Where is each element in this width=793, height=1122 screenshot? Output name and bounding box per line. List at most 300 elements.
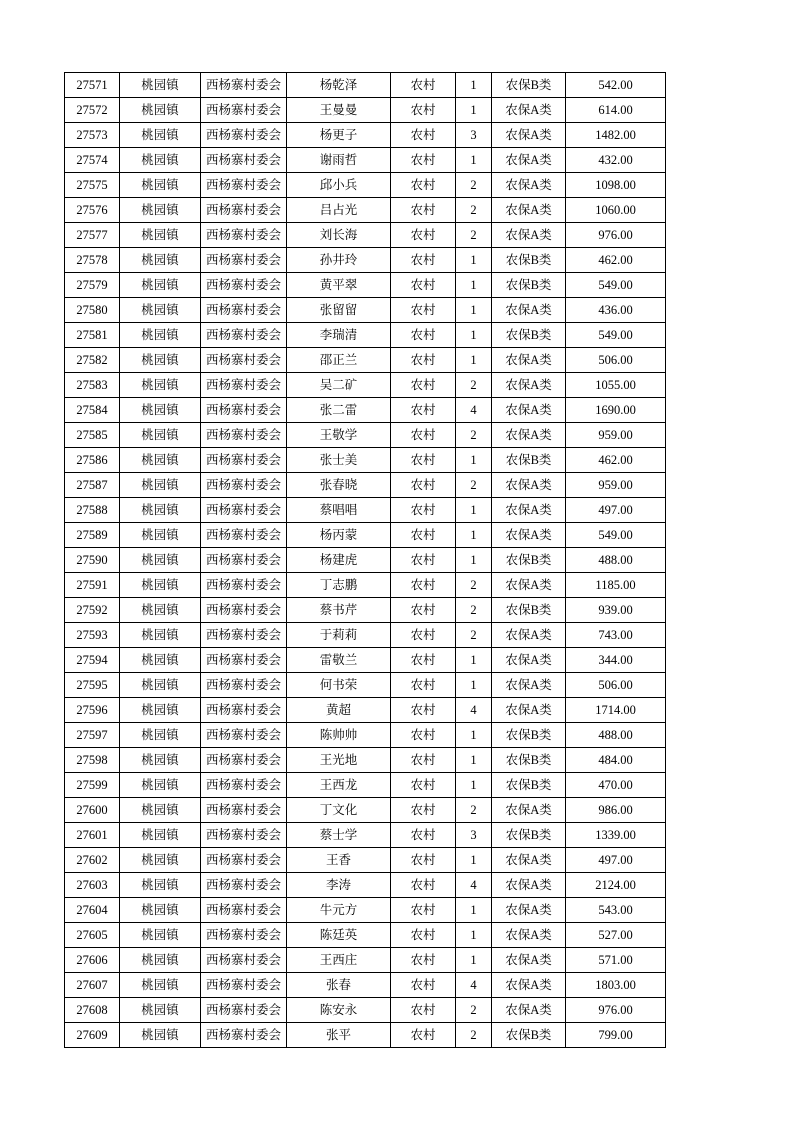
table-row xyxy=(65,973,666,998)
table-row xyxy=(65,323,666,348)
table-cell-town: 桃园镇 xyxy=(120,773,201,798)
table-cell-count: 1 xyxy=(456,723,492,748)
table-cell-village: 西杨寨村委会 xyxy=(201,773,287,798)
table-cell-id: 27573 xyxy=(65,123,120,148)
table-cell-name: 陈廷英 xyxy=(287,923,391,948)
table-cell-id: 27592 xyxy=(65,598,120,623)
table-cell-name: 孙井玲 xyxy=(287,248,391,273)
table-cell-category: 农保A类 xyxy=(492,848,566,873)
table-cell-town: 桃园镇 xyxy=(120,323,201,348)
table-cell-count: 4 xyxy=(456,398,492,423)
table-cell-type: 农村 xyxy=(391,723,456,748)
table-cell-amount: 497.00 xyxy=(566,848,666,873)
table-cell-category: 农保B类 xyxy=(492,598,566,623)
table-cell-village: 西杨寨村委会 xyxy=(201,923,287,948)
table-cell-category: 农保A类 xyxy=(492,398,566,423)
table-cell-amount: 1339.00 xyxy=(566,823,666,848)
table-cell-id: 27576 xyxy=(65,198,120,223)
table-cell-name: 谢雨哲 xyxy=(287,148,391,173)
table-cell-name: 邵正兰 xyxy=(287,348,391,373)
table-cell-count: 1 xyxy=(456,748,492,773)
table-cell-count: 1 xyxy=(456,498,492,523)
table-cell-amount: 614.00 xyxy=(566,98,666,123)
table-cell-town: 桃园镇 xyxy=(120,73,201,98)
table-cell-name: 张二雷 xyxy=(287,398,391,423)
table-cell-type: 农村 xyxy=(391,498,456,523)
table-cell-village: 西杨寨村委会 xyxy=(201,223,287,248)
table-cell-village: 西杨寨村委会 xyxy=(201,948,287,973)
table-cell-name: 李瑞清 xyxy=(287,323,391,348)
table-cell-type: 农村 xyxy=(391,898,456,923)
table-cell-count: 4 xyxy=(456,698,492,723)
table-row xyxy=(65,998,666,1023)
table-cell-name: 丁文化 xyxy=(287,798,391,823)
table-cell-town: 桃园镇 xyxy=(120,298,201,323)
table-cell-amount: 497.00 xyxy=(566,498,666,523)
table-cell-village: 西杨寨村委会 xyxy=(201,873,287,898)
table-cell-village: 西杨寨村委会 xyxy=(201,848,287,873)
table-cell-type: 农村 xyxy=(391,923,456,948)
table-cell-amount: 436.00 xyxy=(566,298,666,323)
table-cell-name: 丁志鹏 xyxy=(287,573,391,598)
table-cell-amount: 959.00 xyxy=(566,423,666,448)
table-cell-type: 农村 xyxy=(391,198,456,223)
table-cell-category: 农保A类 xyxy=(492,948,566,973)
table-cell-name: 张春 xyxy=(287,973,391,998)
table-row xyxy=(65,398,666,423)
table-cell-village: 西杨寨村委会 xyxy=(201,973,287,998)
table-cell-id: 27572 xyxy=(65,98,120,123)
table-cell-amount: 484.00 xyxy=(566,748,666,773)
table-cell-amount: 488.00 xyxy=(566,548,666,573)
table-cell-type: 农村 xyxy=(391,173,456,198)
table-cell-id: 27596 xyxy=(65,698,120,723)
table-cell-town: 桃园镇 xyxy=(120,448,201,473)
table-cell-category: 农保A类 xyxy=(492,298,566,323)
table-cell-id: 27582 xyxy=(65,348,120,373)
table-cell-town: 桃园镇 xyxy=(120,673,201,698)
table-row xyxy=(65,648,666,673)
table-cell-category: 农保B类 xyxy=(492,73,566,98)
table-cell-category: 农保B类 xyxy=(492,448,566,473)
table-cell-type: 农村 xyxy=(391,1023,456,1048)
table-row xyxy=(65,223,666,248)
table-row xyxy=(65,73,666,98)
table-cell-type: 农村 xyxy=(391,973,456,998)
table-cell-name: 王香 xyxy=(287,848,391,873)
table-cell-id: 27607 xyxy=(65,973,120,998)
table-cell-type: 农村 xyxy=(391,123,456,148)
table-cell-count: 2 xyxy=(456,423,492,448)
table-cell-town: 桃园镇 xyxy=(120,398,201,423)
table-cell-category: 农保A类 xyxy=(492,173,566,198)
table-cell-count: 2 xyxy=(456,223,492,248)
table-cell-type: 农村 xyxy=(391,698,456,723)
table-cell-type: 农村 xyxy=(391,623,456,648)
table-cell-village: 西杨寨村委会 xyxy=(201,98,287,123)
table-row xyxy=(65,573,666,598)
table-cell-count: 2 xyxy=(456,473,492,498)
table-cell-amount: 1098.00 xyxy=(566,173,666,198)
table-cell-id: 27587 xyxy=(65,473,120,498)
table-cell-category: 农保A类 xyxy=(492,98,566,123)
table-cell-amount: 1185.00 xyxy=(566,573,666,598)
table-cell-id: 27603 xyxy=(65,873,120,898)
table-cell-type: 农村 xyxy=(391,948,456,973)
table-cell-id: 27598 xyxy=(65,748,120,773)
table-cell-amount: 1055.00 xyxy=(566,373,666,398)
table-cell-name: 王西龙 xyxy=(287,773,391,798)
table-cell-amount: 549.00 xyxy=(566,273,666,298)
table-row xyxy=(65,198,666,223)
table-cell-village: 西杨寨村委会 xyxy=(201,173,287,198)
table-cell-amount: 549.00 xyxy=(566,323,666,348)
table-cell-type: 农村 xyxy=(391,423,456,448)
table-cell-count: 1 xyxy=(456,148,492,173)
table-cell-category: 农保A类 xyxy=(492,673,566,698)
table-cell-count: 1 xyxy=(456,523,492,548)
table-cell-town: 桃园镇 xyxy=(120,423,201,448)
table-cell-type: 农村 xyxy=(391,773,456,798)
table-cell-amount: 1803.00 xyxy=(566,973,666,998)
table-cell-category: 农保A类 xyxy=(492,123,566,148)
table-cell-amount: 571.00 xyxy=(566,948,666,973)
table-cell-amount: 799.00 xyxy=(566,1023,666,1048)
table-cell-village: 西杨寨村委会 xyxy=(201,1023,287,1048)
table-row xyxy=(65,373,666,398)
table-cell-category: 农保A类 xyxy=(492,373,566,398)
table-cell-name: 蔡书芹 xyxy=(287,598,391,623)
table-cell-village: 西杨寨村委会 xyxy=(201,523,287,548)
table-cell-name: 雷敬兰 xyxy=(287,648,391,673)
table-cell-town: 桃园镇 xyxy=(120,998,201,1023)
table-cell-village: 西杨寨村委会 xyxy=(201,273,287,298)
table-cell-town: 桃园镇 xyxy=(120,273,201,298)
table-cell-town: 桃园镇 xyxy=(120,748,201,773)
table-cell-village: 西杨寨村委会 xyxy=(201,348,287,373)
table-cell-village: 西杨寨村委会 xyxy=(201,648,287,673)
table-cell-type: 农村 xyxy=(391,648,456,673)
table-cell-category: 农保A类 xyxy=(492,973,566,998)
table-cell-category: 农保B类 xyxy=(492,823,566,848)
table-cell-type: 农村 xyxy=(391,598,456,623)
table-row xyxy=(65,148,666,173)
table-cell-amount: 1482.00 xyxy=(566,123,666,148)
table-cell-type: 农村 xyxy=(391,448,456,473)
table-row xyxy=(65,98,666,123)
table-cell-count: 1 xyxy=(456,98,492,123)
table-row xyxy=(65,423,666,448)
table-cell-village: 西杨寨村委会 xyxy=(201,398,287,423)
table-row xyxy=(65,448,666,473)
table-cell-name: 牛元方 xyxy=(287,898,391,923)
table-cell-town: 桃园镇 xyxy=(120,373,201,398)
table-cell-town: 桃园镇 xyxy=(120,523,201,548)
table-cell-name: 蔡士学 xyxy=(287,823,391,848)
table-row xyxy=(65,623,666,648)
table-cell-name: 何书荣 xyxy=(287,673,391,698)
table-cell-id: 27594 xyxy=(65,648,120,673)
table-cell-amount: 1714.00 xyxy=(566,698,666,723)
table-cell-village: 西杨寨村委会 xyxy=(201,248,287,273)
table-cell-type: 农村 xyxy=(391,873,456,898)
table-row xyxy=(65,873,666,898)
table-cell-town: 桃园镇 xyxy=(120,98,201,123)
table-cell-village: 西杨寨村委会 xyxy=(201,123,287,148)
table-cell-count: 2 xyxy=(456,573,492,598)
table-cell-count: 2 xyxy=(456,198,492,223)
table-cell-type: 农村 xyxy=(391,148,456,173)
table-cell-town: 桃园镇 xyxy=(120,873,201,898)
table-cell-type: 农村 xyxy=(391,798,456,823)
table-cell-count: 1 xyxy=(456,273,492,298)
table-cell-name: 吕占光 xyxy=(287,198,391,223)
table-cell-amount: 549.00 xyxy=(566,523,666,548)
table-cell-name: 张春晓 xyxy=(287,473,391,498)
table-cell-category: 农保A类 xyxy=(492,423,566,448)
table-cell-town: 桃园镇 xyxy=(120,348,201,373)
table-cell-id: 27584 xyxy=(65,398,120,423)
table-cell-id: 27578 xyxy=(65,248,120,273)
table-cell-amount: 743.00 xyxy=(566,623,666,648)
table-row xyxy=(65,248,666,273)
table-cell-village: 西杨寨村委会 xyxy=(201,148,287,173)
table-row xyxy=(65,698,666,723)
table-cell-category: 农保A类 xyxy=(492,223,566,248)
table-cell-village: 西杨寨村委会 xyxy=(201,548,287,573)
table-cell-amount: 488.00 xyxy=(566,723,666,748)
table-cell-village: 西杨寨村委会 xyxy=(201,498,287,523)
table-cell-town: 桃园镇 xyxy=(120,223,201,248)
table-cell-id: 27574 xyxy=(65,148,120,173)
table-cell-category: 农保B类 xyxy=(492,273,566,298)
table-cell-village: 西杨寨村委会 xyxy=(201,748,287,773)
table-row xyxy=(65,298,666,323)
table-cell-village: 西杨寨村委会 xyxy=(201,898,287,923)
table-cell-type: 农村 xyxy=(391,473,456,498)
table-cell-category: 农保A类 xyxy=(492,873,566,898)
table-cell-category: 农保B类 xyxy=(492,773,566,798)
table-row xyxy=(65,273,666,298)
table-cell-village: 西杨寨村委会 xyxy=(201,998,287,1023)
table-cell-town: 桃园镇 xyxy=(120,823,201,848)
table-cell-type: 农村 xyxy=(391,748,456,773)
benefit-roster-table xyxy=(64,72,666,1048)
table-cell-id: 27604 xyxy=(65,898,120,923)
table-cell-name: 张留留 xyxy=(287,298,391,323)
table-cell-category: 农保A类 xyxy=(492,498,566,523)
table-cell-amount: 1690.00 xyxy=(566,398,666,423)
table-row xyxy=(65,598,666,623)
table-cell-count: 1 xyxy=(456,948,492,973)
table-cell-town: 桃园镇 xyxy=(120,973,201,998)
table-cell-count: 1 xyxy=(456,648,492,673)
table-cell-category: 农保A类 xyxy=(492,923,566,948)
table-cell-town: 桃园镇 xyxy=(120,723,201,748)
table-cell-count: 1 xyxy=(456,323,492,348)
table-cell-amount: 470.00 xyxy=(566,773,666,798)
table-cell-name: 陈安永 xyxy=(287,998,391,1023)
table-cell-id: 27599 xyxy=(65,773,120,798)
table-cell-town: 桃园镇 xyxy=(120,848,201,873)
table-cell-town: 桃园镇 xyxy=(120,473,201,498)
table-row xyxy=(65,523,666,548)
table-cell-amount: 1060.00 xyxy=(566,198,666,223)
table-cell-count: 3 xyxy=(456,823,492,848)
table-cell-category: 农保A类 xyxy=(492,623,566,648)
table-cell-count: 1 xyxy=(456,548,492,573)
table-cell-name: 蔡唱唱 xyxy=(287,498,391,523)
table-cell-type: 农村 xyxy=(391,823,456,848)
table-cell-id: 27597 xyxy=(65,723,120,748)
table-cell-town: 桃园镇 xyxy=(120,1023,201,1048)
table-cell-id: 27590 xyxy=(65,548,120,573)
table-cell-type: 农村 xyxy=(391,548,456,573)
table-row xyxy=(65,1023,666,1048)
table-cell-id: 27591 xyxy=(65,573,120,598)
table-cell-category: 农保A类 xyxy=(492,798,566,823)
table-cell-count: 4 xyxy=(456,873,492,898)
table-row xyxy=(65,898,666,923)
table-cell-type: 农村 xyxy=(391,273,456,298)
table-cell-town: 桃园镇 xyxy=(120,148,201,173)
table-cell-village: 西杨寨村委会 xyxy=(201,323,287,348)
table-cell-amount: 462.00 xyxy=(566,248,666,273)
table-cell-amount: 976.00 xyxy=(566,998,666,1023)
table-cell-amount: 527.00 xyxy=(566,923,666,948)
table-cell-id: 27577 xyxy=(65,223,120,248)
table-cell-village: 西杨寨村委会 xyxy=(201,573,287,598)
table-cell-name: 于莉莉 xyxy=(287,623,391,648)
table-row xyxy=(65,673,666,698)
table-row xyxy=(65,348,666,373)
table-cell-village: 西杨寨村委会 xyxy=(201,673,287,698)
table-row xyxy=(65,123,666,148)
table-cell-id: 27583 xyxy=(65,373,120,398)
table-cell-type: 农村 xyxy=(391,398,456,423)
table-row xyxy=(65,798,666,823)
table-cell-village: 西杨寨村委会 xyxy=(201,373,287,398)
table-row xyxy=(65,748,666,773)
table-cell-type: 农村 xyxy=(391,523,456,548)
table-cell-type: 农村 xyxy=(391,573,456,598)
table-cell-category: 农保B类 xyxy=(492,723,566,748)
table-cell-town: 桃园镇 xyxy=(120,198,201,223)
table-cell-count: 2 xyxy=(456,173,492,198)
table-cell-count: 2 xyxy=(456,1023,492,1048)
table-cell-town: 桃园镇 xyxy=(120,923,201,948)
table-cell-name: 张平 xyxy=(287,1023,391,1048)
table-cell-type: 农村 xyxy=(391,223,456,248)
table-cell-village: 西杨寨村委会 xyxy=(201,298,287,323)
table-cell-type: 农村 xyxy=(391,673,456,698)
table-cell-amount: 986.00 xyxy=(566,798,666,823)
table-cell-count: 1 xyxy=(456,848,492,873)
table-cell-id: 27589 xyxy=(65,523,120,548)
table-cell-town: 桃园镇 xyxy=(120,573,201,598)
table-cell-town: 桃园镇 xyxy=(120,248,201,273)
table-cell-name: 王敬学 xyxy=(287,423,391,448)
table-cell-type: 农村 xyxy=(391,248,456,273)
table-row xyxy=(65,923,666,948)
table-row xyxy=(65,848,666,873)
table-cell-count: 1 xyxy=(456,348,492,373)
table-cell-count: 1 xyxy=(456,898,492,923)
table-cell-village: 西杨寨村委会 xyxy=(201,723,287,748)
table-cell-town: 桃园镇 xyxy=(120,948,201,973)
table-cell-id: 27588 xyxy=(65,498,120,523)
table-cell-amount: 976.00 xyxy=(566,223,666,248)
table-cell-category: 农保B类 xyxy=(492,323,566,348)
table-row xyxy=(65,948,666,973)
table-cell-name: 王西庄 xyxy=(287,948,391,973)
table-cell-type: 农村 xyxy=(391,323,456,348)
table-row xyxy=(65,473,666,498)
table-cell-count: 1 xyxy=(456,448,492,473)
table-cell-amount: 506.00 xyxy=(566,348,666,373)
table-cell-count: 2 xyxy=(456,598,492,623)
table-cell-town: 桃园镇 xyxy=(120,898,201,923)
table-cell-category: 农保A类 xyxy=(492,148,566,173)
table-cell-name: 杨丙蒙 xyxy=(287,523,391,548)
table-cell-name: 邱小兵 xyxy=(287,173,391,198)
table-cell-count: 1 xyxy=(456,673,492,698)
table-cell-town: 桃园镇 xyxy=(120,173,201,198)
table-cell-village: 西杨寨村委会 xyxy=(201,448,287,473)
table-cell-count: 2 xyxy=(456,623,492,648)
table-cell-type: 农村 xyxy=(391,298,456,323)
table-cell-count: 2 xyxy=(456,798,492,823)
table-row xyxy=(65,498,666,523)
table-cell-village: 西杨寨村委会 xyxy=(201,198,287,223)
table-cell-name: 张士美 xyxy=(287,448,391,473)
table-cell-amount: 542.00 xyxy=(566,73,666,98)
table-cell-id: 27593 xyxy=(65,623,120,648)
table-cell-type: 农村 xyxy=(391,98,456,123)
table-cell-village: 西杨寨村委会 xyxy=(201,598,287,623)
table-cell-name: 杨乾泽 xyxy=(287,73,391,98)
table-cell-category: 农保A类 xyxy=(492,198,566,223)
table-cell-village: 西杨寨村委会 xyxy=(201,823,287,848)
table-cell-category: 农保A类 xyxy=(492,898,566,923)
table-cell-id: 27609 xyxy=(65,1023,120,1048)
table-cell-type: 农村 xyxy=(391,373,456,398)
table-cell-amount: 959.00 xyxy=(566,473,666,498)
table-cell-town: 桃园镇 xyxy=(120,498,201,523)
table-cell-town: 桃园镇 xyxy=(120,598,201,623)
table-cell-id: 27606 xyxy=(65,948,120,973)
table-cell-category: 农保B类 xyxy=(492,748,566,773)
table-cell-id: 27571 xyxy=(65,73,120,98)
table-cell-count: 1 xyxy=(456,298,492,323)
table-cell-amount: 506.00 xyxy=(566,673,666,698)
table-cell-village: 西杨寨村委会 xyxy=(201,73,287,98)
table-cell-village: 西杨寨村委会 xyxy=(201,473,287,498)
table-row xyxy=(65,773,666,798)
table-cell-name: 王曼曼 xyxy=(287,98,391,123)
table-cell-name: 黄超 xyxy=(287,698,391,723)
table-cell-id: 27581 xyxy=(65,323,120,348)
table-body xyxy=(65,73,666,1048)
table-cell-town: 桃园镇 xyxy=(120,623,201,648)
table-cell-category: 农保A类 xyxy=(492,473,566,498)
table-cell-id: 27608 xyxy=(65,998,120,1023)
table-cell-count: 1 xyxy=(456,248,492,273)
table-cell-category: 农保A类 xyxy=(492,348,566,373)
table-cell-id: 27585 xyxy=(65,423,120,448)
table-cell-amount: 462.00 xyxy=(566,448,666,473)
table-cell-category: 农保B类 xyxy=(492,548,566,573)
